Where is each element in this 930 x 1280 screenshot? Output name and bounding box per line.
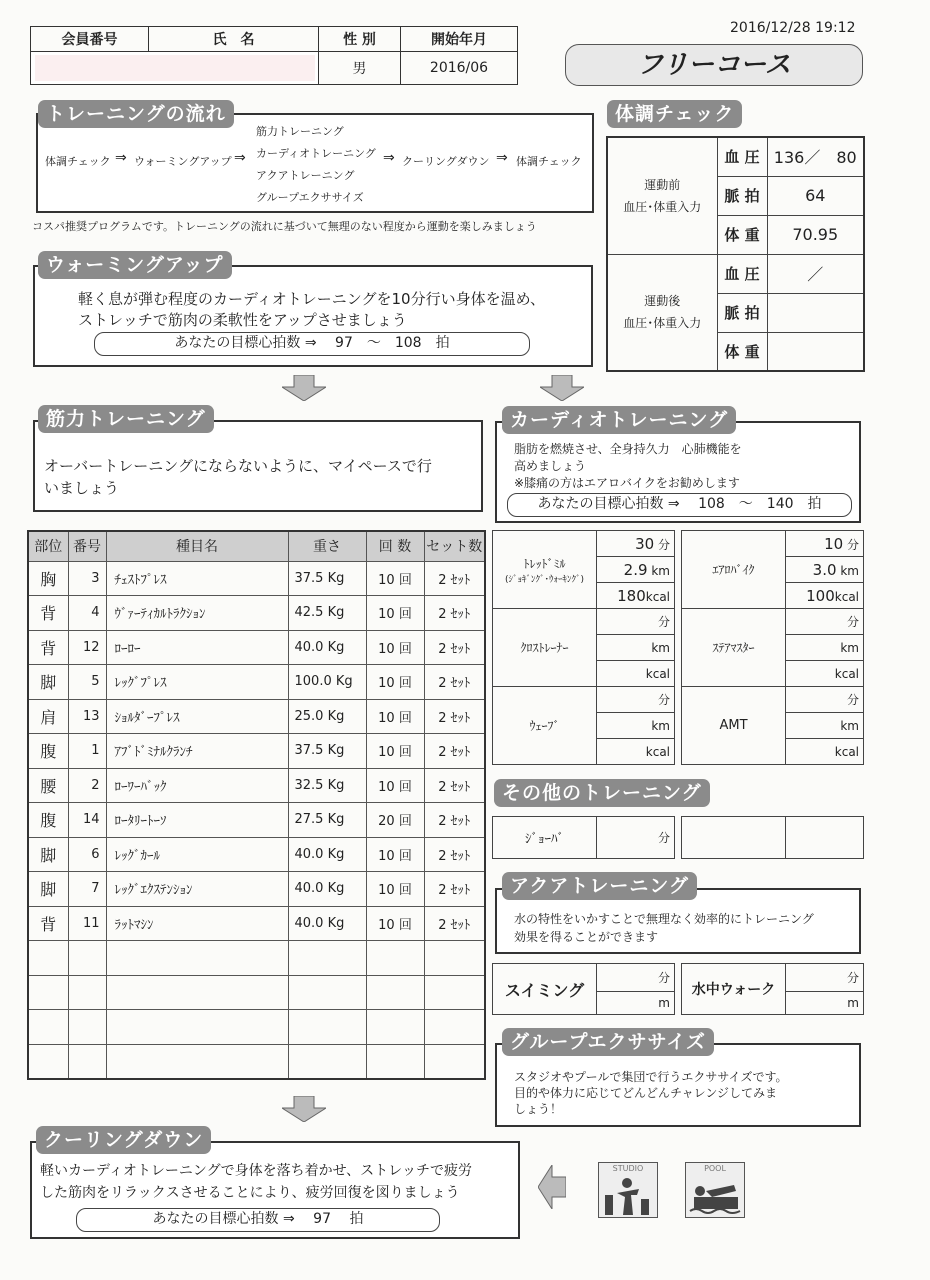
wave-label: ｳｪｰﾌﾞ: [493, 687, 597, 765]
cross-km: km: [597, 635, 675, 661]
before-bp-value: 136／ 80: [767, 137, 864, 176]
cell-exercise: ﾛｰﾀﾘｰﾄｰｿ: [106, 803, 288, 838]
cell-sets: [424, 1010, 485, 1045]
flow-middle-2: カーディオトレーニング: [256, 147, 376, 160]
walk-min: 分: [786, 964, 864, 992]
strength-title: 筋力トレーニング: [38, 405, 214, 433]
cooldown-line2: した筋肉をリラックスさせることにより、疲労回復を図りましょう: [40, 1185, 460, 1201]
cell-no: 13: [68, 699, 106, 734]
cell-part: [28, 1010, 68, 1045]
walk-table: [681, 963, 864, 1015]
col-gender: 性 別: [319, 27, 401, 52]
cell-no: 4: [68, 596, 106, 631]
timestamp: 2016/12/28 19:12: [730, 20, 856, 36]
table-row: [28, 768, 485, 803]
flow-step4: 体調チェック: [516, 155, 582, 168]
unit-kcal: kcal: [834, 589, 859, 604]
after-pulse-value: [767, 293, 864, 332]
cell-part: 背: [28, 596, 68, 631]
flow-step1: 体調チェック: [45, 155, 111, 168]
jogba-min: 分: [597, 817, 675, 859]
aqua-line1: 水の特性をいかすことで無理なく効率的にトレーニング: [514, 912, 814, 926]
col-name: 氏 名: [149, 27, 319, 52]
flow-arrow1: ⇒: [115, 150, 127, 166]
flow-step3: クーリングダウン: [402, 155, 490, 168]
th-reps: 回 数: [366, 531, 424, 561]
cell-no: 5: [68, 665, 106, 700]
swim-min: 分: [597, 964, 675, 992]
gender-value: 男: [319, 52, 401, 85]
cell-part: [28, 941, 68, 976]
cell-reps: 10 回: [366, 561, 424, 596]
start-value: 2016/06: [401, 52, 518, 85]
table-row: [28, 803, 485, 838]
cell-reps: 10 回: [366, 630, 424, 665]
cell-exercise: ｼｮﾙﾀﾞｰﾌﾟﾚｽ: [106, 699, 288, 734]
cell-sets: [424, 1044, 485, 1079]
cell-weight: 40.0 Kg: [288, 906, 366, 941]
flow-arrow2: ⇒: [234, 150, 246, 166]
cell-sets: 2 ｾｯﾄ: [424, 596, 485, 631]
cardio-machines-left: [492, 530, 675, 765]
before-label-2: 血圧･体重入力: [623, 199, 702, 214]
cell-reps: 10 回: [366, 699, 424, 734]
other-title: その他のトレーニング: [494, 779, 710, 807]
cell-part: [28, 975, 68, 1010]
aerobike-min-val: 10: [824, 534, 844, 553]
cell-part: 脚: [28, 872, 68, 907]
cardio-title: カーディオトレーニング: [502, 406, 736, 434]
table-row: [28, 975, 485, 1010]
th-sets: セット数: [424, 531, 485, 561]
cell-reps: 10 回: [366, 872, 424, 907]
cell-sets: 2 ｾｯﾄ: [424, 837, 485, 872]
cell-part: 背: [28, 630, 68, 665]
aqua-line2: 効果を得ることができます: [514, 930, 659, 944]
cell-exercise: [106, 941, 288, 976]
left-arrow-icon: [538, 1165, 566, 1209]
flow-arrow3: ⇒: [383, 150, 395, 166]
before-label: [607, 137, 717, 254]
flow-arrow4: ⇒: [496, 150, 508, 166]
flow-note: コスパ推奨プログラムです。トレーニングの流れに基づいて無理のない程度から運動を楽しみましょう: [32, 220, 537, 233]
treadmill-km: [597, 557, 675, 583]
member-info-table: [30, 26, 518, 85]
amt-min: 分: [786, 687, 864, 713]
swim-label: スイミング: [493, 964, 597, 1015]
unit-km: km: [840, 563, 859, 578]
strength-line1: オーバートレーニングにならないように、マイペースで行: [44, 457, 432, 475]
table-row: [28, 1044, 485, 1079]
cell-weight: [288, 941, 366, 976]
treadmill-name: ﾄﾚｯﾄﾞﾐﾙ: [523, 556, 566, 571]
cross-min: 分: [597, 609, 675, 635]
stair-km: km: [786, 635, 864, 661]
table-row: [28, 596, 485, 631]
flow-middle-3: アクアトレーニング: [256, 169, 355, 182]
cross-label: ｸﾛｽﾄﾚｰﾅｰ: [493, 609, 597, 687]
th-exercise: 種目名: [106, 531, 288, 561]
aqua-title: アクアトレーニング: [502, 872, 697, 900]
strength-line2: いましょう: [44, 479, 120, 497]
cell-weight: [288, 1010, 366, 1045]
group-line3: しょう！: [514, 1102, 563, 1116]
cell-no: [68, 975, 106, 1010]
table-row: [28, 734, 485, 769]
cell-reps: 10 回: [366, 768, 424, 803]
unit-min: 分: [657, 537, 670, 552]
cardio-line1: 脂肪を燃焼させ、全身持久力 心肺機能を: [514, 442, 742, 456]
after-label: [607, 254, 717, 371]
other-table-left: [492, 816, 675, 859]
cell-weight: 25.0 Kg: [288, 699, 366, 734]
cell-no: 1: [68, 734, 106, 769]
unit-kcal: kcal: [645, 589, 670, 604]
cell-part: 肩: [28, 699, 68, 734]
th-weight: 重さ: [288, 531, 366, 561]
cell-no: [68, 1010, 106, 1045]
cell-sets: 2 ｾｯﾄ: [424, 665, 485, 700]
cell-weight: 42.5 Kg: [288, 596, 366, 631]
unit-km: km: [651, 563, 670, 578]
after-bp-label: 血 圧: [717, 254, 767, 293]
unit-min: 分: [846, 537, 859, 552]
cross-kcal: kcal: [597, 661, 675, 687]
cell-part: 腹: [28, 734, 68, 769]
cell-weight: 37.5 Kg: [288, 734, 366, 769]
table-row: [28, 699, 485, 734]
aerobike-min: [786, 531, 864, 557]
other-empty-label: [682, 817, 786, 859]
wave-km: km: [597, 713, 675, 739]
cell-exercise: [106, 1044, 288, 1079]
table-row: [28, 906, 485, 941]
cell-weight: 32.5 Kg: [288, 768, 366, 803]
wave-min: 分: [597, 687, 675, 713]
after-bp-value: ／: [767, 254, 864, 293]
pool-icon-label: POOL: [704, 1164, 726, 1173]
cell-exercise: [106, 975, 288, 1010]
after-weight-label: 体 重: [717, 332, 767, 371]
cell-part: 腹: [28, 803, 68, 838]
cell-weight: 27.5 Kg: [288, 803, 366, 838]
cell-sets: [424, 941, 485, 976]
down-arrow-icon-2: [540, 375, 584, 401]
wave-kcal: kcal: [597, 739, 675, 765]
table-row: [28, 665, 485, 700]
table-row: [28, 561, 485, 596]
treadmill-min-val: 30: [635, 534, 655, 553]
cell-exercise: ﾚｯｸﾞﾌﾟﾚｽ: [106, 665, 288, 700]
warmup-line2: ストレッチで筋肉の柔軟性をアップさせましょう: [78, 311, 407, 329]
swim-table: [492, 963, 675, 1015]
cell-reps: 10 回: [366, 906, 424, 941]
cooldown-line1: 軽いカーディオトレーニングで身体を落ち着かせ、ストレッチで疲労: [40, 1163, 473, 1179]
cell-sets: 2 ｾｯﾄ: [424, 734, 485, 769]
cell-exercise: ﾛｰﾛｰ: [106, 630, 288, 665]
flow-step2: ウォーミングアップ: [134, 155, 232, 168]
redaction: [35, 55, 315, 81]
group-line2: 目的や体力に応じてどんどんチャレンジしてみま: [514, 1086, 778, 1100]
studio-icon: [598, 1162, 658, 1218]
cell-weight: 37.5 Kg: [288, 561, 366, 596]
cell-exercise: ﾚｯｸﾞｴｸｽﾃﾝｼｮﾝ: [106, 872, 288, 907]
col-member-no: 会員番号: [31, 27, 149, 52]
walk-m: m: [786, 991, 864, 1014]
studio-icon-label: STUDIO: [612, 1164, 644, 1173]
cell-exercise: ﾗｯﾄﾏｼﾝ: [106, 906, 288, 941]
cell-no: 7: [68, 872, 106, 907]
cell-reps: [366, 941, 424, 976]
amt-km: km: [786, 713, 864, 739]
amt-kcal: kcal: [786, 739, 864, 765]
cell-reps: 10 回: [366, 734, 424, 769]
treadmill-sub: (ｼﾞｮｷﾞﾝｸﾞ･ｳｫｰｷﾝｸﾞ): [504, 574, 585, 585]
th-no: 番号: [68, 531, 106, 561]
group-line1: スタジオやプールで集団で行うエクササイズです。: [514, 1070, 788, 1084]
table-row: [28, 941, 485, 976]
course-title: フリーコース: [565, 44, 863, 86]
cardio-line2: 高めましょう: [514, 459, 587, 473]
cell-sets: 2 ｾｯﾄ: [424, 906, 485, 941]
before-label-1: 運動前: [644, 177, 681, 192]
cell-sets: 2 ｾｯﾄ: [424, 803, 485, 838]
pool-icon: [685, 1162, 745, 1218]
cell-sets: [424, 975, 485, 1010]
cell-no: 2: [68, 768, 106, 803]
down-arrow-icon-1: [282, 375, 326, 401]
cell-weight: 40.0 Kg: [288, 872, 366, 907]
cell-reps: 20 回: [366, 803, 424, 838]
after-pulse-label: 脈 拍: [717, 293, 767, 332]
cell-part: 脚: [28, 665, 68, 700]
group-title: グループエクササイズ: [502, 1028, 714, 1056]
other-table-right: [681, 816, 864, 859]
down-arrow-icon-3: [282, 1096, 326, 1122]
cell-exercise: [106, 1010, 288, 1045]
table-row: [28, 1010, 485, 1045]
before-bp-label: 血 圧: [717, 137, 767, 176]
cell-sets: 2 ｾｯﾄ: [424, 768, 485, 803]
cell-weight: 40.0 Kg: [288, 837, 366, 872]
treadmill-kcal: [597, 583, 675, 609]
cell-no: 12: [68, 630, 106, 665]
cell-weight: [288, 975, 366, 1010]
cell-sets: 2 ｾｯﾄ: [424, 699, 485, 734]
cell-weight: [288, 1044, 366, 1079]
other-empty-value: [786, 817, 864, 859]
after-weight-value: [767, 332, 864, 371]
cell-weight: 100.0 Kg: [288, 665, 366, 700]
aerobike-kcal-val: 100: [806, 586, 835, 605]
cooldown-target: あなたの目標心拍数 ⇒ 97 拍: [76, 1208, 440, 1232]
cell-sets: 2 ｾｯﾄ: [424, 561, 485, 596]
cell-no: 11: [68, 906, 106, 941]
cell-reps: [366, 1044, 424, 1079]
stair-kcal: kcal: [786, 661, 864, 687]
before-pulse-value: 64: [767, 176, 864, 215]
walk-label: 水中ウォーク: [682, 964, 786, 1015]
warmup-line1: 軽く息が弾む程度のカーディオトレーニングを10分行い身体を温め、: [78, 290, 545, 308]
cell-part: 脚: [28, 837, 68, 872]
after-label-2: 血圧･体重入力: [623, 316, 702, 331]
aerobike-kcal: [786, 583, 864, 609]
cell-no: [68, 941, 106, 976]
treadmill-km-val: 2.9: [623, 560, 648, 579]
cell-reps: 10 回: [366, 837, 424, 872]
warmup-target: あなたの目標心拍数 ⇒ 97 ～ 108 拍: [94, 332, 530, 356]
cell-part: 腰: [28, 768, 68, 803]
cell-part: 胸: [28, 561, 68, 596]
cell-reps: 10 回: [366, 596, 424, 631]
cardio-target: あなたの目標心拍数 ⇒ 108 ～ 140 拍: [507, 493, 852, 517]
treadmill-min: [597, 531, 675, 557]
cardio-machines-right: [681, 530, 864, 765]
cell-reps: 10 回: [366, 665, 424, 700]
cell-sets: 2 ｾｯﾄ: [424, 872, 485, 907]
aerobike-km: [786, 557, 864, 583]
flow-title: トレーニングの流れ: [38, 100, 234, 128]
cardio-line3: ※膝痛の方はエアロバイクをお勧めします: [514, 476, 740, 490]
condition-table: [606, 136, 865, 372]
col-start: 開始年月: [401, 27, 518, 52]
th-part: 部位: [28, 531, 68, 561]
jogba-label: ｼﾞｮｰﾊﾞ: [493, 817, 597, 859]
cell-exercise: ﾁｪｽﾄﾌﾟﾚｽ: [106, 561, 288, 596]
aerobike-label: ｴｱﾛﾊﾞｲｸ: [682, 531, 786, 609]
studio-figure-icon: [599, 1175, 657, 1217]
cell-exercise: ｱﾌﾞﾄﾞﾐﾅﾙｸﾗﾝﾁ: [106, 734, 288, 769]
after-label-1: 運動後: [644, 294, 681, 309]
cell-no: 6: [68, 837, 106, 872]
treadmill-label: [493, 531, 597, 609]
cell-no: 14: [68, 803, 106, 838]
member-name-cell: [31, 52, 319, 85]
swim-m: m: [597, 991, 675, 1014]
before-weight-label: 体 重: [717, 215, 767, 254]
cell-reps: [366, 1010, 424, 1045]
amt-label: AMT: [682, 687, 786, 765]
aerobike-km-val: 3.0: [812, 560, 837, 579]
flow-middle-4: グループエクササイズ: [256, 191, 364, 204]
flow-middle-1: 筋力トレーニング: [256, 125, 344, 138]
cell-exercise: ﾛｰﾜｰﾊﾞｯｸ: [106, 768, 288, 803]
cell-weight: 40.0 Kg: [288, 630, 366, 665]
stair-label: ｽﾃｱﾏｽﾀｰ: [682, 609, 786, 687]
table-row: [28, 630, 485, 665]
cell-sets: 2 ｾｯﾄ: [424, 630, 485, 665]
cell-no: 3: [68, 561, 106, 596]
cell-part: 背: [28, 906, 68, 941]
cell-part: [28, 1044, 68, 1079]
cell-exercise: ﾚｯｸﾞｶｰﾙ: [106, 837, 288, 872]
table-row: [28, 872, 485, 907]
cooldown-title: クーリングダウン: [36, 1126, 211, 1154]
condition-title: 体調チェック: [607, 100, 742, 128]
table-row: [28, 837, 485, 872]
strength-table: [27, 530, 486, 1080]
cell-reps: [366, 975, 424, 1010]
cell-exercise: ｳﾞｧｰﾃｨｶﾙﾄﾗｸｼｮﾝ: [106, 596, 288, 631]
pool-swimmer-icon: [686, 1175, 744, 1217]
warmup-title: ウォーミングアップ: [38, 251, 232, 279]
treadmill-kcal-val: 180: [617, 586, 646, 605]
before-weight-value: 70.95: [767, 215, 864, 254]
before-pulse-label: 脈 拍: [717, 176, 767, 215]
cell-no: [68, 1044, 106, 1079]
stair-min: 分: [786, 609, 864, 635]
